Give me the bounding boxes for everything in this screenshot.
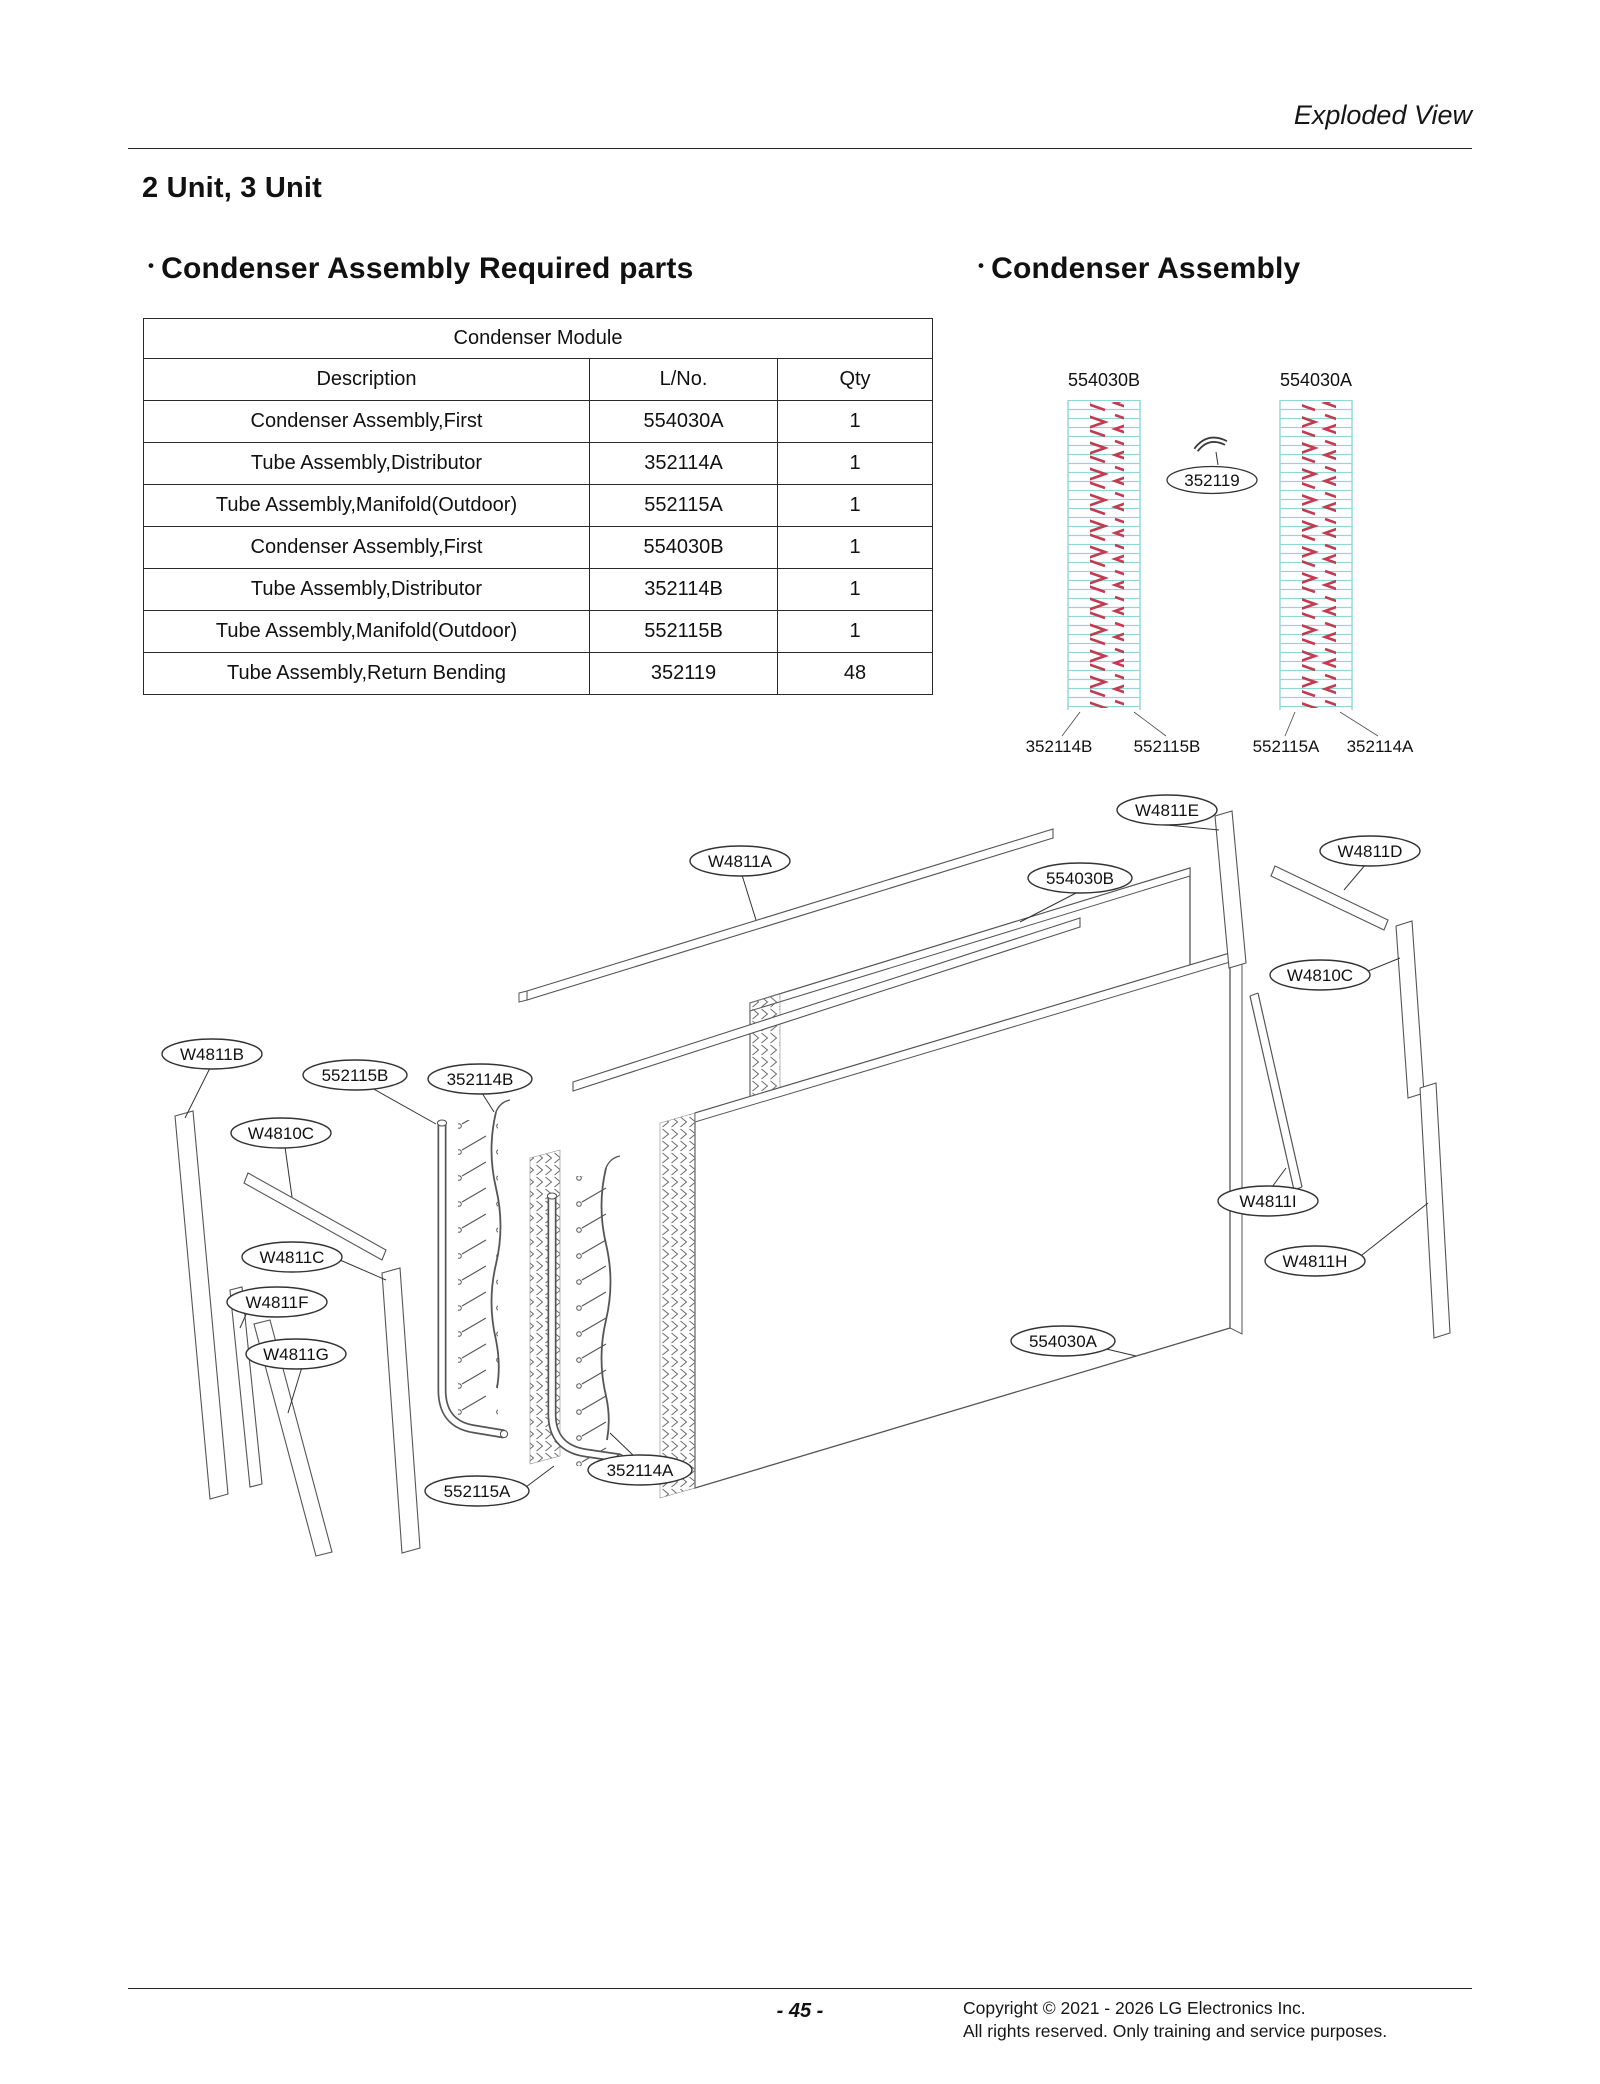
callout-w4811f — [227, 1287, 327, 1317]
exploded-view-diagram — [130, 768, 1470, 1580]
callout-label: 552115A — [443, 1482, 511, 1501]
cell-qty: 48 — [778, 653, 933, 695]
cell-qty: 1 — [778, 527, 933, 569]
support-strut-w4811i — [1250, 993, 1302, 1190]
cell-description: Condenser Assembly,First — [144, 401, 590, 443]
cell-lno: 552115A — [590, 485, 778, 527]
side-post-w4811c — [382, 1268, 420, 1553]
cell-lno: 352119 — [590, 653, 778, 695]
callout-w4811a — [690, 846, 790, 876]
callout-label: W4810C — [1286, 966, 1354, 985]
cell-qty: 1 — [778, 569, 933, 611]
condenser-coil-right — [1280, 400, 1352, 710]
cell-description: Tube Assembly,Distributor — [144, 443, 590, 485]
bullet-icon: • — [148, 256, 155, 275]
return-bend-icon — [1196, 440, 1226, 465]
callout-label: W4811H — [1282, 1252, 1348, 1271]
copyright-line-1: Copyright © 2021 - 2026 LG Electronics Inc. — [963, 1998, 1306, 2018]
callout-352114a — [588, 1455, 692, 1485]
callout-w4811e — [1117, 795, 1217, 825]
callout-554030a — [1011, 1326, 1115, 1356]
callout-label: W4811F — [245, 1293, 309, 1312]
callout-label: 352119 — [1184, 471, 1240, 490]
distributor-tube-352114b — [458, 1100, 510, 1415]
overview-part-label: 352114A — [1346, 737, 1414, 756]
unit-title: 2 Unit, 3 Unit — [142, 172, 323, 204]
callout-552115a — [425, 1476, 529, 1506]
bullet-icon: • — [978, 256, 985, 275]
parts-section-heading — [148, 252, 693, 286]
col-header-lno: L/No. — [590, 359, 778, 401]
cell-lno: 352114B — [590, 569, 778, 611]
side-post-w4810c-right — [1396, 921, 1424, 1098]
cell-qty: 1 — [778, 401, 933, 443]
header-divider — [128, 148, 1472, 149]
cell-qty: 1 — [778, 443, 933, 485]
condenser-coil-left — [1068, 400, 1140, 710]
callout-w4811b — [162, 1039, 262, 1069]
copyright-line-2: All rights reserved. Only training and service purposes. — [963, 2020, 1388, 2041]
callout-label: W4811D — [1337, 842, 1403, 861]
table-row — [144, 485, 933, 527]
condenser-assembly-overview-diagram — [990, 360, 1470, 770]
parts-table-title: Condenser Module — [144, 319, 933, 359]
cell-description: Tube Assembly,Return Bending — [144, 653, 590, 695]
side-post-w4811e — [1215, 811, 1246, 968]
callout-label: 554030B — [1045, 869, 1115, 888]
table-row — [144, 527, 933, 569]
footer-divider — [128, 1988, 1472, 1989]
callout-w4810c-left — [231, 1118, 331, 1148]
distributor-tube-352114a — [568, 1156, 620, 1466]
page-header-title: Exploded View — [1293, 100, 1472, 130]
parts-table — [143, 318, 933, 695]
assembly-heading-text: Condenser Assembly — [991, 252, 1301, 285]
callout-352114b — [428, 1064, 532, 1094]
callout-label: W4811E — [1135, 801, 1199, 820]
callout-label: 352114A — [606, 1461, 674, 1480]
overview-bottom-leader-lines — [1062, 712, 1378, 736]
callout-552115b — [303, 1060, 407, 1090]
callout-w4811d — [1320, 836, 1420, 866]
callout-w4810c-right — [1270, 960, 1370, 990]
table-row — [144, 443, 933, 485]
copyright-notice — [963, 1997, 1387, 2043]
page-number: - 45 - — [776, 2000, 824, 2022]
cell-description: Tube Assembly,Manifold(Outdoor) — [144, 611, 590, 653]
callout-w4811g — [246, 1339, 346, 1369]
table-row — [144, 401, 933, 443]
callout-w4811c — [242, 1242, 342, 1272]
coil-left-label: 554030B — [1067, 370, 1141, 390]
callout-label: 552115B — [321, 1066, 389, 1085]
parts-heading-text: Condenser Assembly Required parts — [161, 252, 694, 285]
coil-right-label: 554030A — [1279, 370, 1353, 390]
assembly-section-heading — [978, 252, 1300, 286]
callout-352119 — [1167, 467, 1257, 494]
callout-label: W4811A — [708, 852, 772, 871]
table-row — [144, 653, 933, 695]
callout-label: W4810C — [247, 1124, 315, 1143]
callout-label: W4811B — [180, 1045, 244, 1064]
brace-w4811f — [230, 1287, 262, 1487]
cell-description: Tube Assembly,Manifold(Outdoor) — [144, 485, 590, 527]
cell-lno: 552115B — [590, 611, 778, 653]
callout-w4811i — [1218, 1186, 1318, 1216]
callout-label: W4811I — [1239, 1192, 1297, 1211]
cell-lno: 352114A — [590, 443, 778, 485]
callout-554030b — [1028, 863, 1132, 893]
cell-description: Tube Assembly,Distributor — [144, 569, 590, 611]
callout-label: W4811C — [259, 1248, 325, 1267]
overview-part-label: 552115A — [1252, 737, 1320, 756]
cell-lno: 554030B — [590, 527, 778, 569]
col-header-qty: Qty — [778, 359, 933, 401]
callout-label: 554030A — [1028, 1332, 1098, 1351]
cell-description: Condenser Assembly,First — [144, 527, 590, 569]
callout-label: W4811G — [263, 1345, 329, 1364]
overview-part-label: 552115B — [1133, 737, 1201, 756]
side-post-w4811b — [175, 1111, 228, 1499]
table-row — [144, 611, 933, 653]
side-post-w4811h — [1420, 1083, 1450, 1338]
col-header-description: Description — [144, 359, 590, 401]
overview-part-label: 352114B — [1025, 737, 1093, 756]
table-row — [144, 569, 933, 611]
callout-w4811h — [1265, 1246, 1365, 1276]
top-rail-w4811d — [1271, 866, 1388, 930]
cell-qty: 1 — [778, 485, 933, 527]
cell-lno: 554030A — [590, 401, 778, 443]
cell-qty: 1 — [778, 611, 933, 653]
callout-label: 352114B — [446, 1070, 514, 1089]
